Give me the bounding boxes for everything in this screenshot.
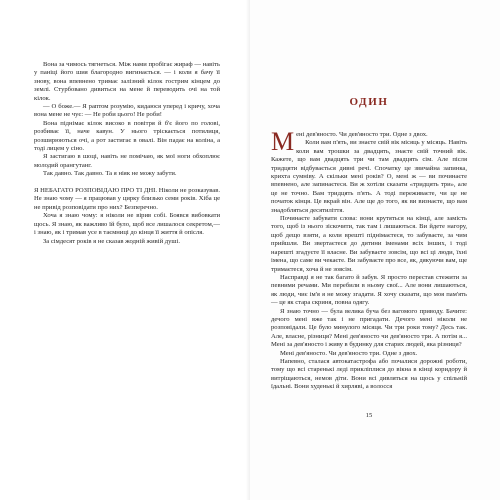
chapter-opening-paragraph <box>271 127 467 156</box>
left-paragraph: За сімдесят років я не сказав жодній живій душі. <box>43 237 180 245</box>
right-paragraph: Мені дев'яносто. Чи дев'яносто три. Одне з двох. <box>280 349 418 357</box>
right-paragraph: Починаєте забувати слова: вони крутяться на кінці, але замість того, щоб із нього зіскочити, так там і лишаються. Ви йдете нагору, щоб дещо взяти, а коли врешті піднімаєтеся, то забуваєте, за чим прийшли. Ви звертаєтеся до дитини іменами всіх інших, і тоді нарешті згадуєте її власне. Ви забуваєте зовсім, що всі ці люди, їхні імена, що саме ви чекаєте. Ви забуваєте про все, як, дякуючи вам, ще тримаєтеся, хоча й не зовсім. <box>271 215 467 273</box>
left-page-text <box>34 61 220 246</box>
right-paragraph: Я знаю точно — була велика буча без вагомого приводу. Бачите: дечого мені вже так і не пригадати. Дечого мені ніколи не розповідали. Це було минулого місяця. Чи три роки тому? Десь так. Але, власне, різниця? Мені дев'яносто чи дев'яносто три. А потім я... Мені за дев'яносто і живу в будинку для старих людей, яка різниця? <box>271 307 467 349</box>
left-paragraph: Вона піднімає кілок високо в повітря й б'є його по голові, розбиває її, наче кавун. У нього тріскається потилиця, розширюються очі, а рот застигає в овалі. Він падає на коліна, а тоді лицем у сіно. <box>34 119 220 153</box>
right-paragraph: Напевно, сталася автокатастрофа або почалися дорожні роботи, тому що всі старенькі леді прикліплися до вікна в кінці коридору й витріщаються, немов діти. Вони всі дивляться на щось у спільній їдальні. Вони худенькі й хирляві, а волосся <box>271 357 467 391</box>
opening-line: ені дев'яносто. Чи дев'яносто три. Одне з двох. <box>296 131 428 138</box>
left-paragraph: Так давно. Так давно. Та я ніяк не можу забути. <box>43 170 177 178</box>
left-paragraph: Я застигаю в шоці, навіть не помічаю, як мої ноги обхоплює молодий орангутанг. <box>34 153 220 169</box>
right-paragraph: Насправді я не так багато й забув. Я просто перестав стежити за певними речами. Ми перебили в ньому свої... Але вони лишаються, як люди, чиє ім'я я не можу згадати. Я хочу сказати, що моя пам'ять — це як стара скриня, повна одягу. <box>271 273 467 307</box>
left-paragraph: — О боже.— Я раптом розумію, кидаюся уперед і кричу, хоча вона мене не чує: — Не роби цього! Не роби! <box>34 103 220 119</box>
left-paragraph: Хоча я знаю чому: я ніколи не вірив собі. Боявся вибовкати щось. Я знаю, як важливо їй було, щоб все лишалося секретом,— і знаю, як і тримав усе в таємниці до кінця її життя й опісля. <box>34 212 220 237</box>
chapter-title: ОДИН <box>349 96 389 108</box>
page-number: 15 <box>365 412 373 419</box>
drop-cap: М <box>271 127 295 156</box>
right-page-text <box>271 127 467 392</box>
left-paragraph: Вона за чимось тягнеться. Між нами пробігає жираф — навіть у паніці його шия благородно вигинається. — і коли я бачу її знову, вона впевнено тримає залізний кілок гострим кінцем до землі. Стурбовано дивиться на мене й переводить очі на той кілок. <box>34 61 220 102</box>
right-paragraph: Коли вам п'ять, ви знаєте свій вік місяць у місяць. Навіть коли вам трошки за двадцять, знаєте свій точний вік. Кажете, що вам двадцять три чи там двадцять сім. Але після тридцяти відбувається дивні речі. Спочатку це звичайна запинка, крихта сумніву. А скільки мені років? О, мені ж — ви починаєте впевнено, але запинаєтеся. Ви ж хотіли сказати «тридцять три», але це не точно. Вам тридцять п'ять. А тоді переживаєте, чи це не початок кінця. Це вкрай він. Але ще до того, як ви визнаєте, що вам знадобляться десятиліття. <box>271 139 467 214</box>
left-section-opening: Я НЕБАГАТО РОЗПОВІДАЮ ПРО ТІ ДНІ. Ніколи не розказував. Не знаю чому — я працював у цирку близько семи років. Хіба це не привід розповідати про них? Безперечно. <box>34 187 220 211</box>
